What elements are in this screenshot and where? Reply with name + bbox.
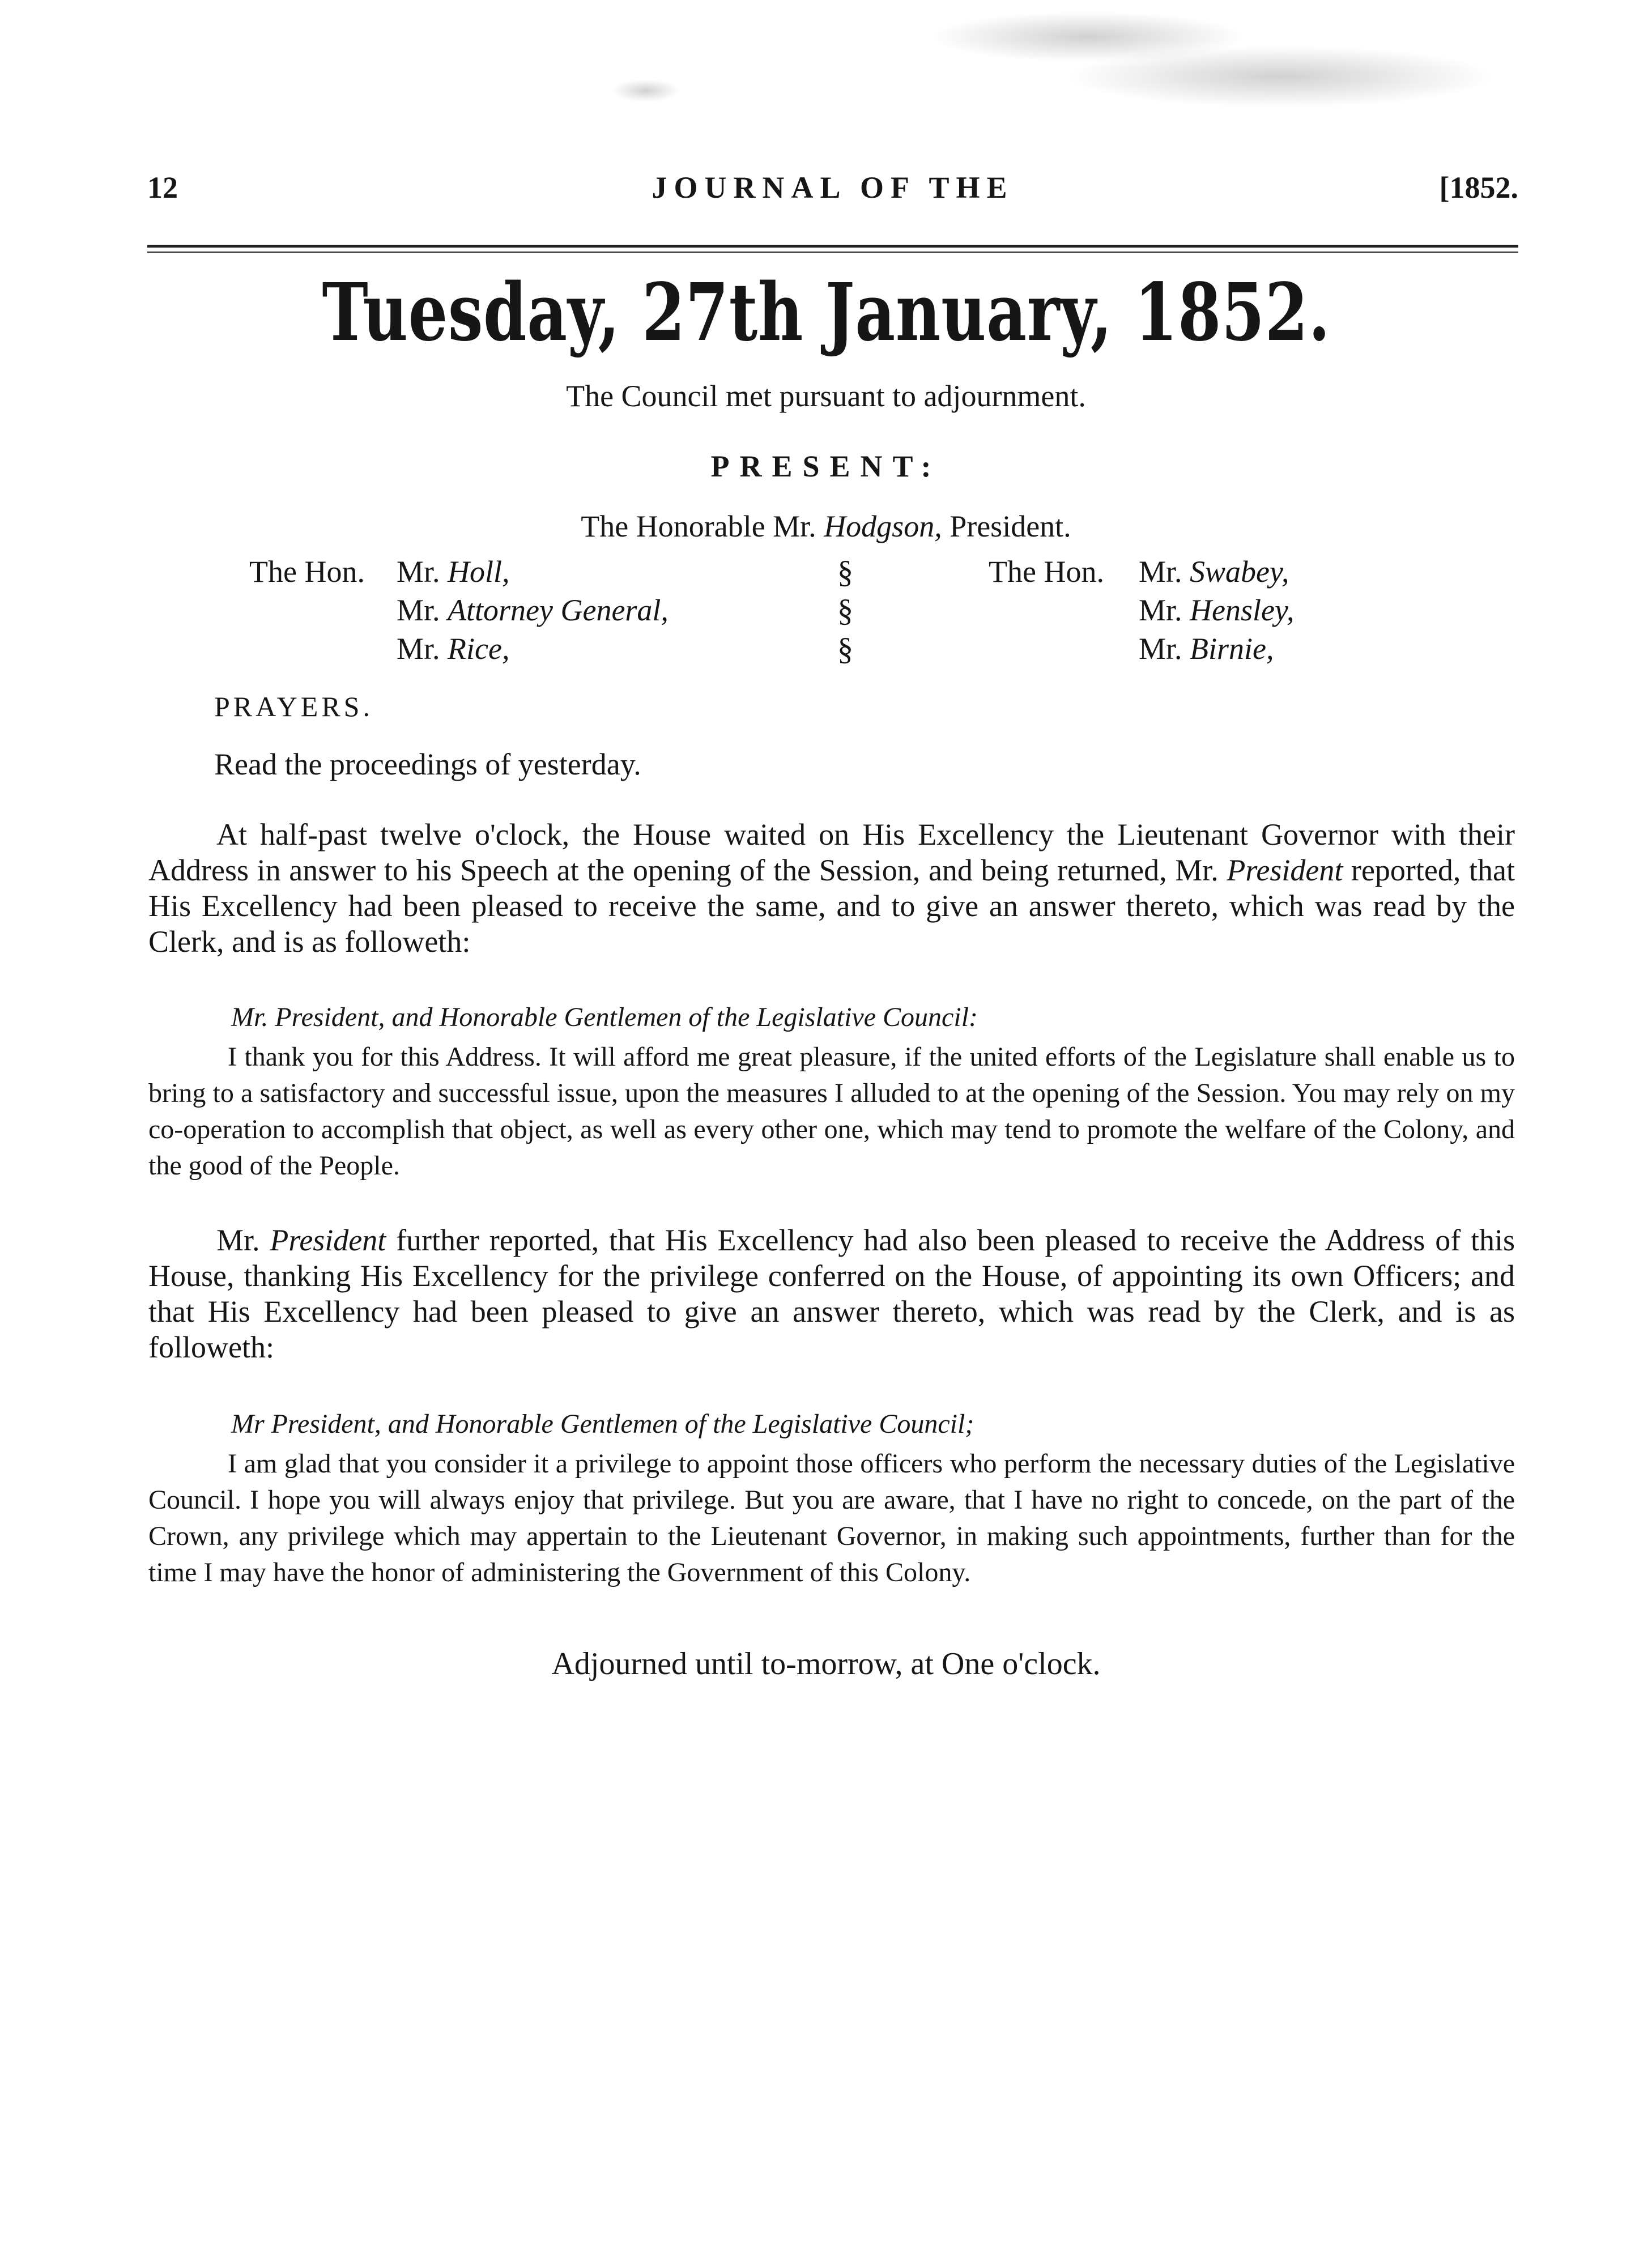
council-met-line: The Council met pursuant to adjournment. [566,379,1086,413]
read-proceedings-line: Read the proceedings of yesterday. [214,747,641,781]
running-year: [1852. [1439,171,1518,205]
scan-smudge [612,79,680,102]
hon-prefix-right: The Hon. [989,555,1104,589]
president-name: Hodgson, [824,509,942,543]
member-right-2: Mr. Hensley, [1139,593,1295,627]
president-line [0,509,1652,544]
paragraph-address-presented: At half-past twelve o'clock, the House waited on His Excellency the Lieutenant Governor with their Address in answer to his Speech at the opening of the Session, and being returned, Mr. President reported, that His Excellency had been pleased to receive the same, and to give an answer thereto, which was read by the Clerk, and is as followeth: [148,818,1515,959]
header-rule [147,245,1518,248]
prayers-line: PRAYERS. [214,691,373,722]
member-right-1: Mr. Swabey, [1139,555,1289,589]
date-heading: Tuesday, 27th January, 1852. [322,266,1331,359]
page-number: 12 [147,171,178,205]
running-head [147,170,1518,215]
president-prefix: The Honorable Mr. [581,509,816,543]
present-heading: PRESENT: [710,449,942,483]
salutation-1: Mr. President, and Honorable Gentlemen of the Legislative Council: [231,1002,978,1032]
hon-prefix-left: The Hon. [249,555,365,589]
salutation-2: Mr President, and Honorable Gentlemen of the Legislative Council; [231,1409,974,1439]
member-right-3: Mr. Birnie, [1139,632,1274,666]
paragraph-further-reported: Mr. President further reported, that His Excellency had also been pleased to receive the Address of this House, thanking His Excellency for the privilege conferred on the House, of appointing its own Officers; and that His Excellency had been pleased to give an answer thereto, which was read by the Clerk, and is as followeth: [148,1223,1515,1364]
running-title: JOURNAL OF THE [652,171,1014,205]
member-left-2: Mr. Attorney General, [397,593,669,627]
governor-reply-2: I am glad that you consider it a privilege to appoint those officers who perform the necessary duties of the Legislative Council. I hope you will always enjoy that privilege. But you are aware, that I have no right to concede, on the part of the Crown, any privilege which may appertain to the Lieutenant Governor, in making such appointments, further than for the time I may have the honor of administering the Government of this Colony. [148,1449,1515,1587]
scan-smudge [1065,45,1496,108]
section-mark: § [837,632,853,667]
member-left-1: Mr. Holl, [397,555,510,589]
member-left-3: Mr. Rice, [397,632,510,666]
president-title: President. [950,509,1071,543]
header-rule-thin [147,252,1518,253]
adjourned-line: Adjourned until to-morrow, at One o'clock. [551,1646,1101,1681]
governor-reply-1: I thank you for this Address. It will afford me great pleasure, if the united efforts of the Legislature shall enable us to bring to a satisfactory and successful issue, upon the measures I alluded to at the opening of the Session. You may rely on my co-operation to accomplish that object, as well as every other one, which may tend to promote the welfare of the Colony, and the good of the People. [148,1042,1515,1181]
section-mark: § [837,555,853,590]
section-mark: § [837,593,853,628]
